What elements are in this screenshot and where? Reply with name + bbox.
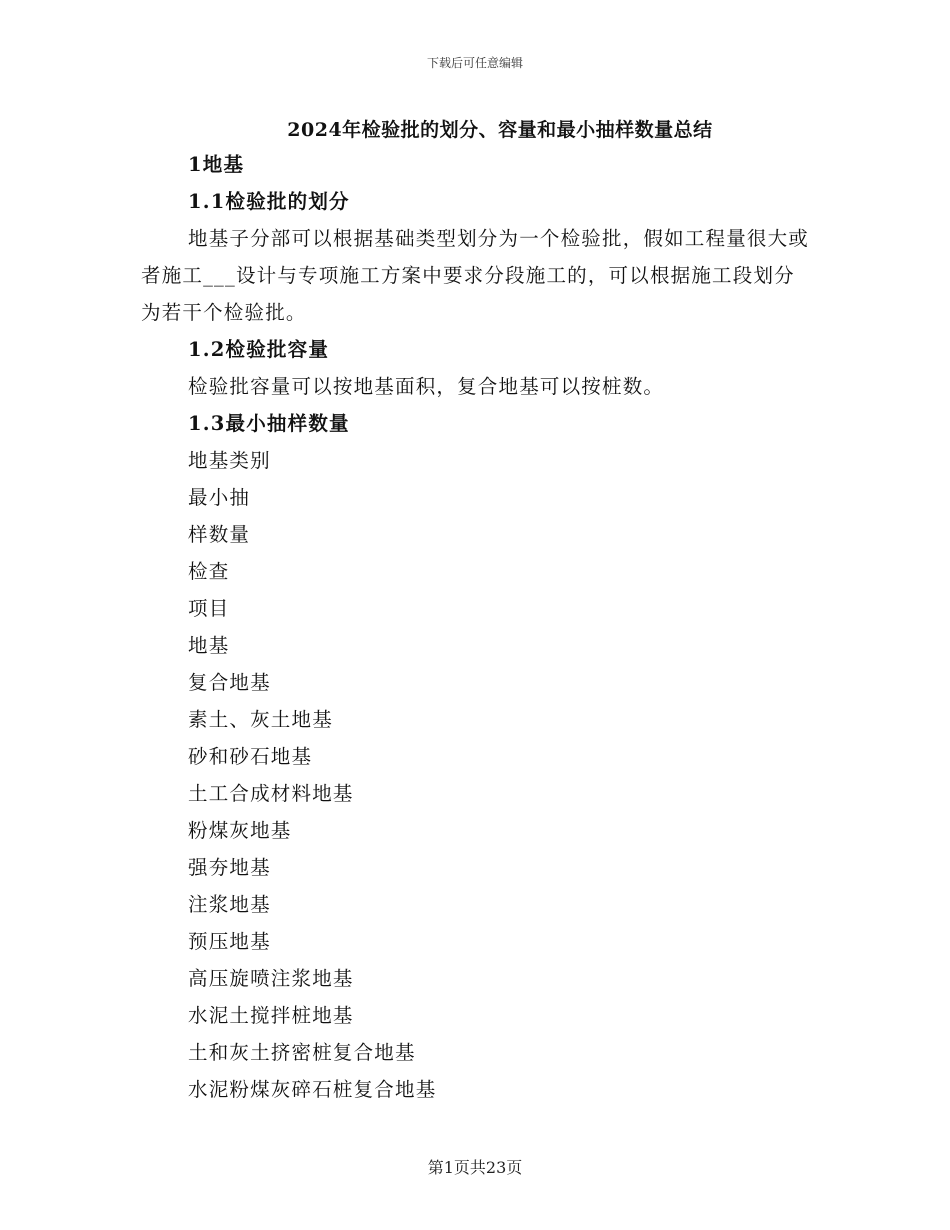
list-item: 素土、灰土地基 xyxy=(188,708,333,731)
list-item: 水泥土搅拌桩地基 xyxy=(188,1004,354,1027)
list-item: 土和灰土挤密桩复合地基 xyxy=(188,1041,416,1064)
paragraph-division: 地基子分部可以根据基础类型划分为一个检验批，假如工程量很大或者施工___设计与专项施工方案中要求分段施工的，可以根据施工段划分为若干个检验批。 xyxy=(141,227,810,324)
list-item: 样数量 xyxy=(188,523,251,546)
list-item: 地基类别 xyxy=(188,449,271,472)
list-item: 检查 xyxy=(188,560,230,583)
list-item: 地基 xyxy=(188,634,230,657)
section-heading-1: 1地基 xyxy=(188,153,245,176)
section-heading-1-2: 1.2检验批容量 xyxy=(188,338,330,361)
page-footer: 第1页共23页 xyxy=(427,1158,523,1177)
document-title: 2024年检验批的划分、容量和最小抽样数量总结 xyxy=(287,119,713,141)
list-item: 粉煤灰地基 xyxy=(188,819,292,842)
list-item: 强夯地基 xyxy=(188,856,271,879)
list-item: 复合地基 xyxy=(188,671,271,694)
paragraph-capacity: 检验批容量可以按地基面积，复合地基可以按桩数。 xyxy=(188,375,665,398)
document-body xyxy=(141,146,811,1108)
list-item: 注浆地基 xyxy=(188,893,271,916)
list-item: 高压旋喷注浆地基 xyxy=(188,967,354,990)
list-item: 土工合成材料地基 xyxy=(188,782,354,805)
header-note: 下载后可任意编辑 xyxy=(426,56,523,70)
list-item: 预压地基 xyxy=(188,930,271,953)
list-item: 项目 xyxy=(188,597,230,620)
section-heading-1-3: 1.3最小抽样数量 xyxy=(188,412,350,435)
list-item: 最小抽 xyxy=(188,486,251,509)
list-item: 水泥粉煤灰碎石桩复合地基 xyxy=(188,1078,437,1101)
list-item: 砂和砂石地基 xyxy=(188,745,313,768)
section-heading-1-1: 1.1检验批的划分 xyxy=(188,190,350,213)
